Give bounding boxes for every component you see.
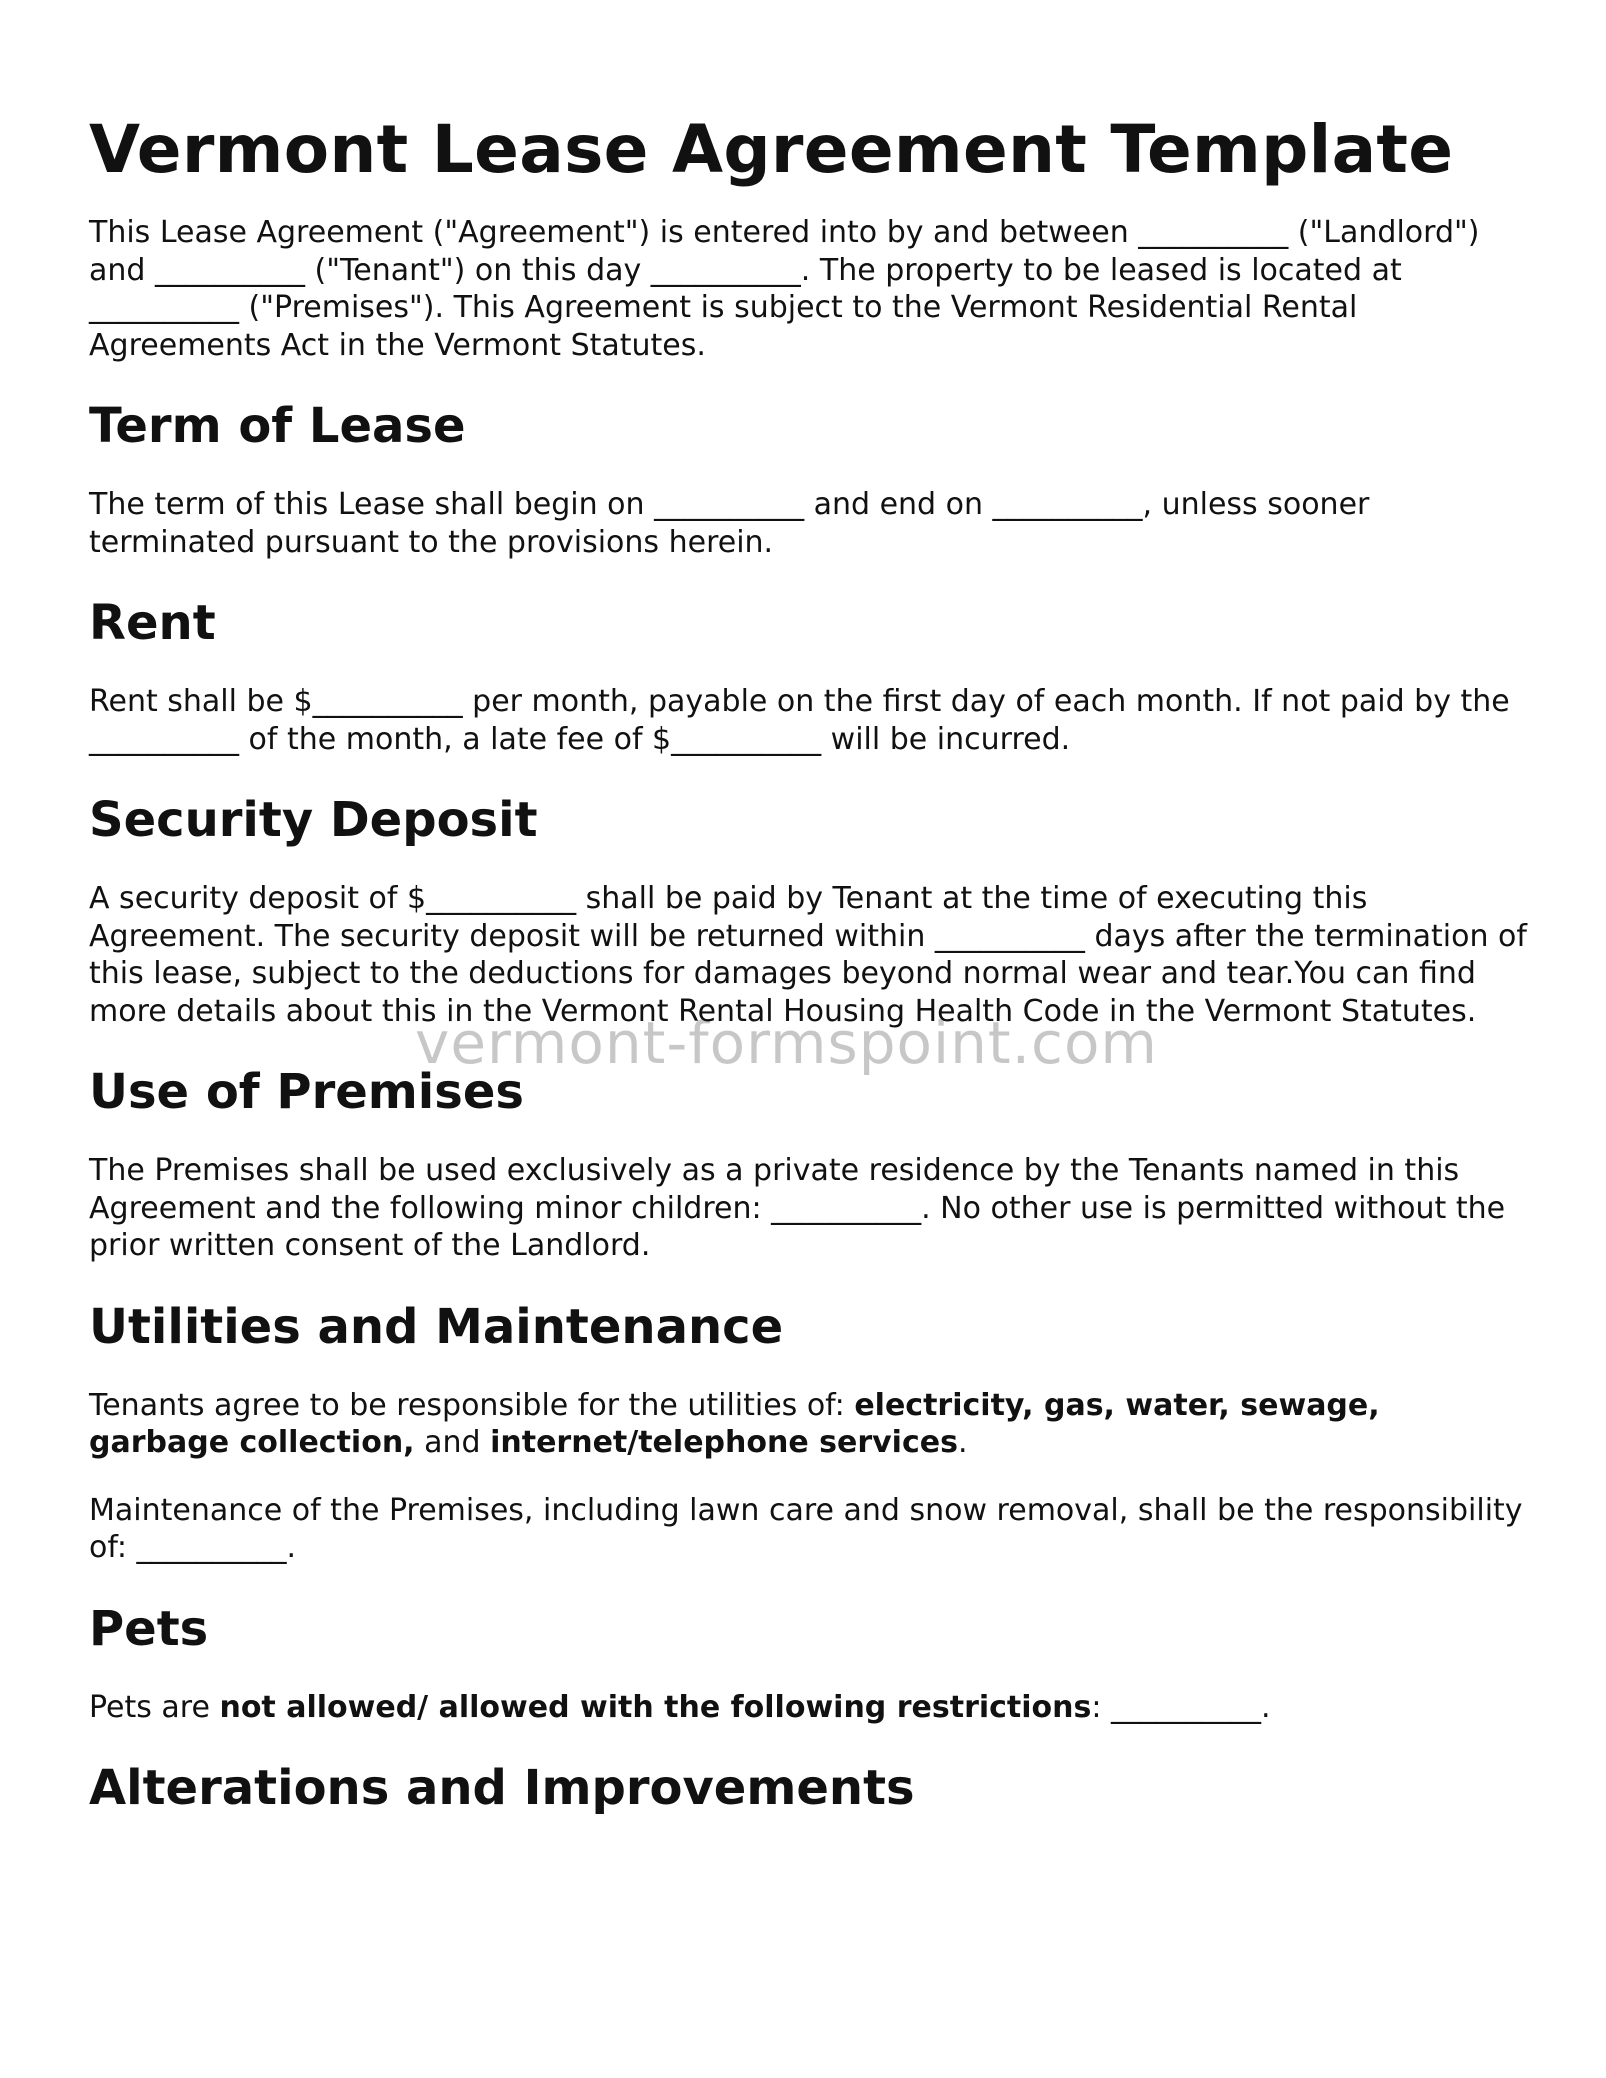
section-pets [89, 1599, 1529, 1727]
lease-document [89, 108, 1529, 1848]
section-security-deposit [89, 790, 1529, 1030]
alterations-heading: Alterations and Improvements [89, 1760, 915, 1816]
rent-body: Rent shall be $__________ per month, payable on the first day of each month. If not paid by the __________ of the month, a late fee of $__________ will be incurred. [89, 684, 1510, 757]
pets-suffix: : __________. [1091, 1689, 1271, 1725]
utilities-heading: Utilities and Maintenance [89, 1298, 784, 1355]
intro-paragraph: This Lease Agreement ("Agreement") is entered into by and between __________ ("Landlord") and __________ ("Tenant") on this day __________. The property to be leased is located at __________ ("Premises"). This Agreement is subject to the Vermont Residential Rental Agreements Act in the Vermont Statutes. [89, 215, 1480, 363]
site-watermark: vermont-formspoint.com [415, 1009, 1158, 1077]
use-body: The Premises shall be used exclusively as a private residence by the Tenants named in this Agreement and the following minor children: __________. No other use is permitted without the prior written consent of the Landlord. [89, 1153, 1506, 1263]
utilities-prefix: Tenants agree to be responsible for the utilities of: [89, 1387, 855, 1423]
pets-prefix: Pets are [89, 1689, 220, 1725]
term-heading: Term of Lease [89, 398, 466, 454]
utilities-list-bold: electricity, gas, water, sewage, garbage collection, [89, 1387, 1380, 1460]
document-title: Vermont Lease Agreement Template [89, 111, 1454, 188]
utilities-body [89, 1387, 1529, 1462]
pets-options-bold: not allowed/ allowed with the following restrictions [219, 1689, 1092, 1725]
pets-heading: Pets [89, 1600, 209, 1657]
rent-heading: Rent [89, 595, 216, 651]
utilities-conjunction: and [414, 1425, 491, 1460]
section-utilities-maintenance [89, 1297, 1529, 1567]
utilities-suffix: . [957, 1425, 968, 1460]
pets-body [89, 1689, 1529, 1727]
maintenance-body: Maintenance of the Premises, including lawn care and snow removal, shall be the responsibility of: __________. [89, 1492, 1523, 1565]
deposit-heading: Security Deposit [89, 792, 538, 848]
section-alterations [89, 1758, 1529, 1818]
deposit-body: A security deposit of $__________ shall be paid by Tenant at the time of executing this Agreement. The security deposit will be returned within __________ days after the termination of this lease, subject to the deductions for damages beyond normal wear and tear.You can find more details about this in the Vermont Rental Housing Health Code in the Vermont Statutes. [89, 881, 1527, 1029]
section-rent [89, 593, 1529, 758]
section-use-of-premises [89, 1062, 1529, 1265]
section-term-of-lease [89, 396, 1529, 561]
use-heading: Use of Premises [89, 1064, 524, 1120]
term-body: The term of this Lease shall begin on __________ and end on __________, unless sooner terminated pursuant to the provisions herein. [89, 487, 1370, 560]
utilities-internet-bold: internet/telephone services [490, 1425, 958, 1460]
